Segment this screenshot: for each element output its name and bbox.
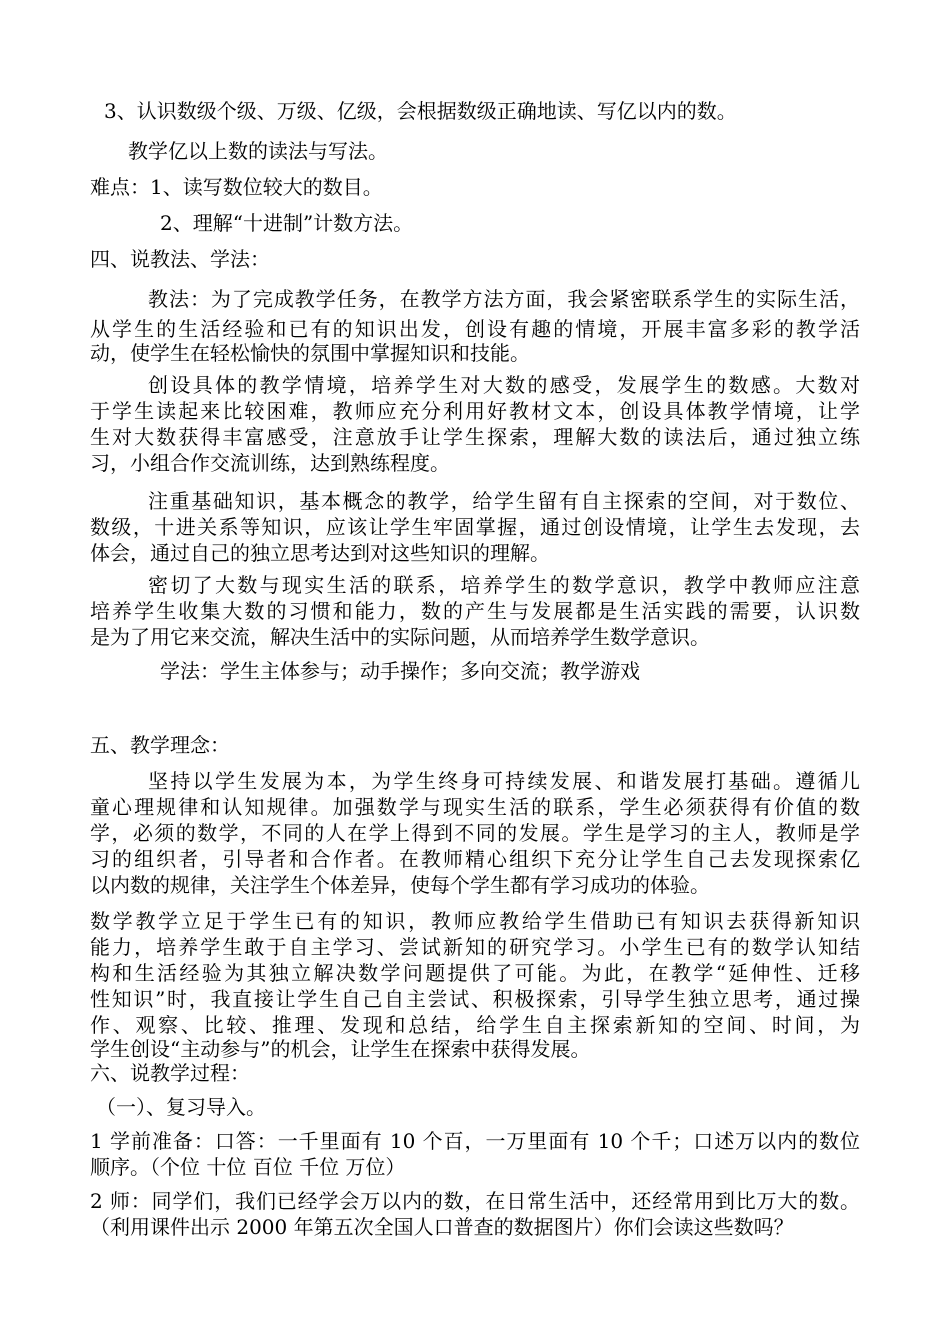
text-line: 是为了用它来交流，解决生活中的实际问题，从而培养学生数学意识。 bbox=[90, 625, 710, 649]
text-line: 生对大数获得丰富感受，注意放手让学生探索，理解大数的读法后，通过独立练 bbox=[90, 425, 860, 449]
text-line: 教法：为了完成教学任务，在教学方法方面，我会紧密联系学生的实际生活， bbox=[148, 287, 860, 311]
section-heading: 六、说教学过程： bbox=[90, 1061, 250, 1085]
text-line: 2 师：同学们，我们已经学会万以内的数，在日常生活中，还经常用到比万大的数。 bbox=[90, 1189, 860, 1213]
text-line: 从学生的生活经验和已有的知识出发，创设有趣的情境，开展丰富多彩的教学活 bbox=[90, 317, 860, 341]
text-line: 2、理解“十进制”计数方法。 bbox=[160, 211, 414, 235]
text-line: 于学生读起来比较困难，教师应充分利用好教材文本，创设具体教学情境，让学 bbox=[90, 399, 860, 423]
text-line: 童心理规律和认知规律。加强数学与现实生活的联系，学生必须获得有价值的数 bbox=[90, 795, 860, 819]
text-line: 数学教学立足于学生已有的知识，教师应教给学生借助已有知识去获得新知识 bbox=[90, 909, 860, 933]
text-line: 坚持以学生发展为本，为学生终身可持续发展、和谐发展打基础。遵循儿 bbox=[148, 769, 860, 793]
section-heading: 五、教学理念： bbox=[90, 733, 230, 757]
text-line: 动，使学生在轻松愉快的氛围中掌握知识和技能。 bbox=[90, 341, 530, 365]
text-line: 能力，培养学生敢于自主学习、尝试新知的研究学习。小学生已有的数学认知结 bbox=[90, 935, 860, 959]
text-line: 构和生活经验为其独立解决数学问题提供了可能。为此，在教学“延伸性、迁移 bbox=[90, 961, 860, 985]
text-line: 创设具体的教学情境，培养学生对大数的感受，发展学生的数感。大数对 bbox=[148, 373, 860, 397]
section-heading: 四、说教法、学法： bbox=[90, 247, 270, 271]
text-line: 密切了大数与现实生活的联系，培养学生的数学意识，教学中教师应注意 bbox=[148, 573, 860, 597]
text-line: 学法：学生主体参与；动手操作；多向交流；教学游戏 bbox=[160, 659, 640, 683]
text-line: 性知识”时，我直接让学生自己自主尝试、积极探索，引导学生独立思考，通过操 bbox=[90, 987, 860, 1011]
text-line: 习的组织者，引导者和合作者。在教师精心组织下充分让学生自己去发现探索亿 bbox=[90, 847, 860, 871]
text-line: 学，必须的数学，不同的人在学上得到不同的发展。学生是学习的主人，教师是学 bbox=[90, 821, 860, 845]
text-line: 顺序。（个位 十位 百位 千位 万位） bbox=[90, 1155, 406, 1179]
text-line: 培养学生收集大数的习惯和能力，数的产生与发展都是生活实践的需要，认识数 bbox=[90, 599, 860, 623]
text-line: （利用课件出示 2000 年第五次全国人口普查的数据图片）你们会读这些数吗？ bbox=[90, 1215, 794, 1239]
text-line: 注重基础知识，基本概念的教学，给学生留有自主探索的空间，对于数位、 bbox=[148, 489, 860, 513]
subsection-heading: （一）、复习导入。 bbox=[96, 1095, 266, 1119]
text-line: 1 学前准备：口答：一千里面有 10 个百，一万里面有 10 个千；口述万以内的数位 bbox=[90, 1129, 860, 1153]
text-line: 难点：1、读写数位较大的数目。 bbox=[90, 175, 383, 199]
text-line: 3、认识数级个级、万级、亿级，会根据数级正确地读、写亿以内的数。 bbox=[104, 99, 737, 123]
text-line: 教学亿以上数的读法与写法。 bbox=[128, 139, 388, 163]
text-line: 以内数的规律，关注学生个体差异，使每个学生都有学习成功的体验。 bbox=[90, 873, 710, 897]
text-line: 数级，十进关系等知识，应该让学生牢固掌握，通过创设情境，让学生去发现，去 bbox=[90, 515, 860, 539]
text-line: 作、观察、比较、推理、发现和总结，给学生自主探索新知的空间、时间，为 bbox=[90, 1013, 860, 1037]
text-line: 习，小组合作交流训练，达到熟练程度。 bbox=[90, 451, 450, 475]
text-line: 学生创设“主动参与”的机会，让学生在探索中获得发展。 bbox=[90, 1037, 591, 1061]
text-line: 体会，通过自己的独立思考达到对这些知识的理解。 bbox=[90, 541, 550, 565]
